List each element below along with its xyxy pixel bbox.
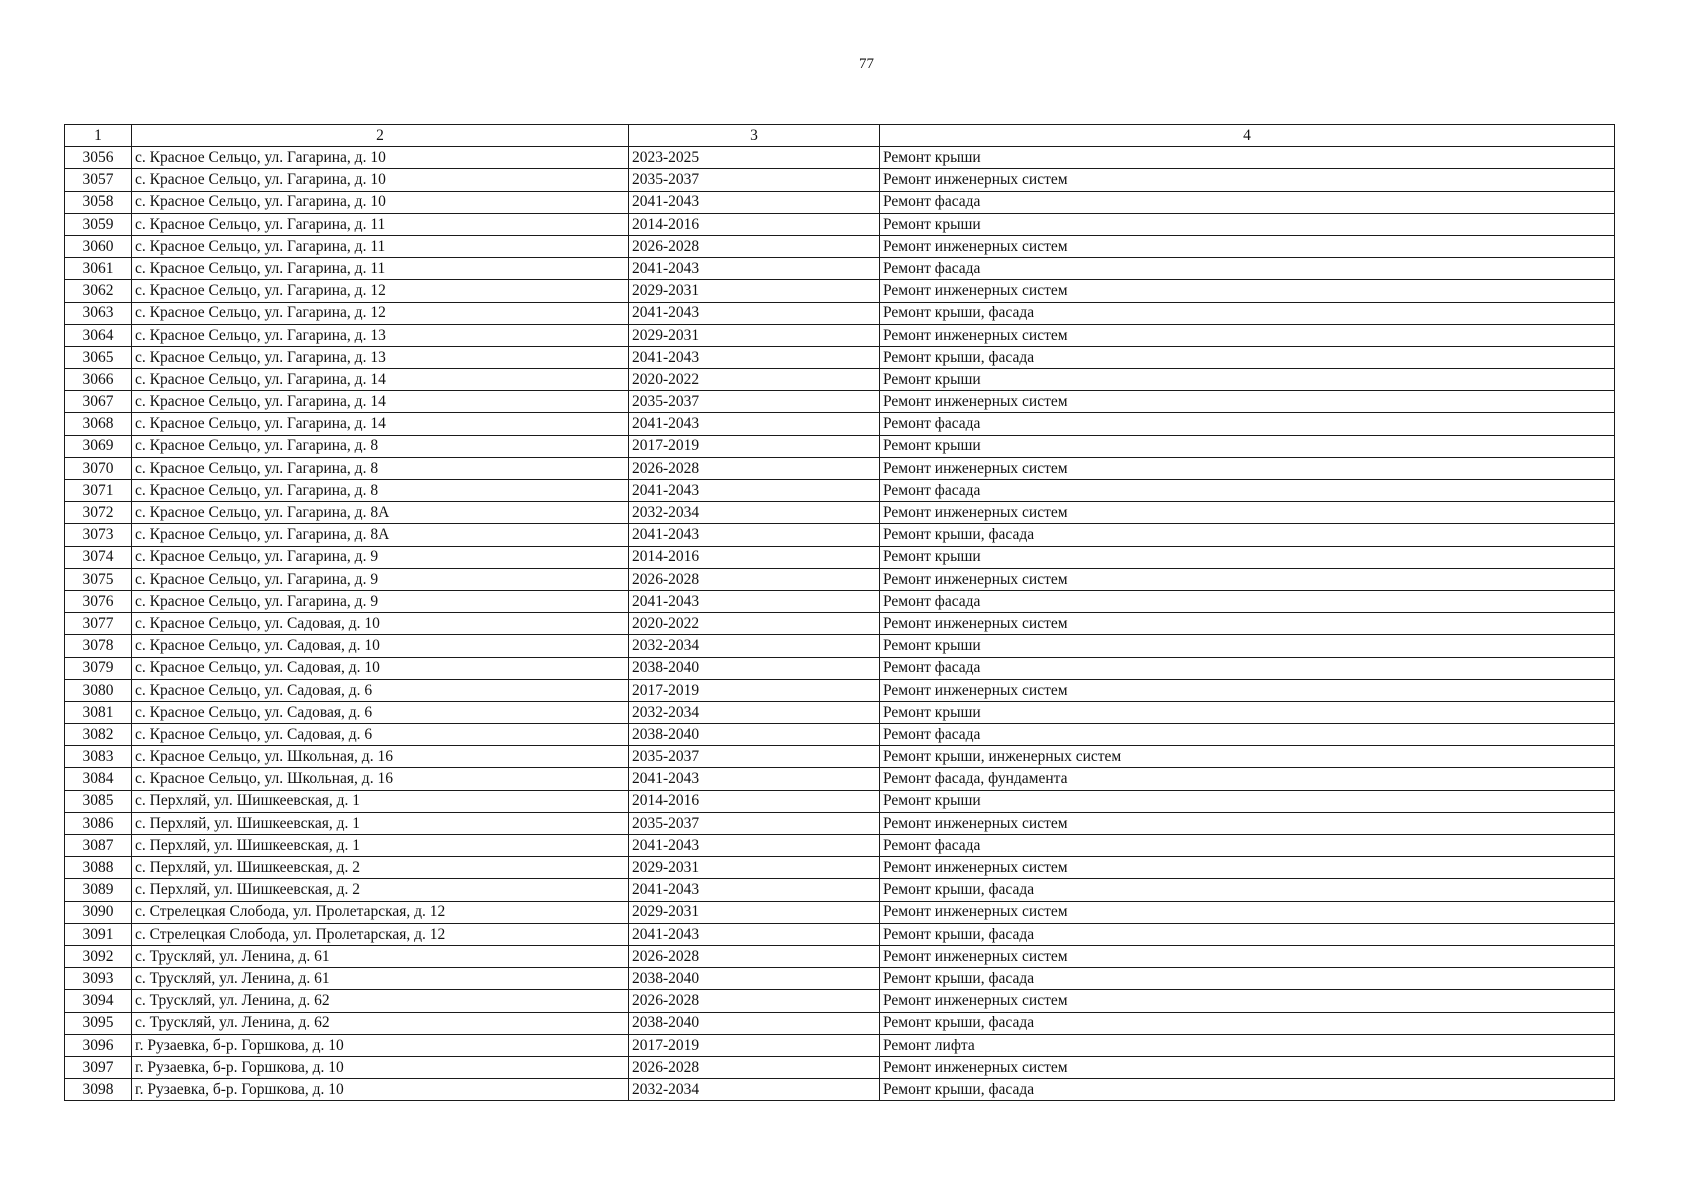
period-cell: 2017-2019 [629, 1034, 880, 1056]
address-cell: с. Красное Сельцо, ул. Школьная, д. 16 [132, 768, 629, 790]
address-cell: с. Красное Сельцо, ул. Гагарина, д. 14 [132, 413, 629, 435]
work-type-cell: Ремонт крыши, фасада [880, 524, 1615, 546]
period-cell: 2023-2025 [629, 147, 880, 169]
address-cell: с. Красное Сельцо, ул. Садовая, д. 6 [132, 724, 629, 746]
table-row [65, 546, 1615, 568]
period-cell: 2026-2028 [629, 235, 880, 257]
table-row [65, 968, 1615, 990]
row-number-cell: 3086 [65, 812, 132, 834]
period-cell: 2026-2028 [629, 1056, 880, 1078]
address-cell: с. Красное Сельцо, ул. Гагарина, д. 8 [132, 435, 629, 457]
address-cell: с. Красное Сельцо, ул. Садовая, д. 10 [132, 657, 629, 679]
period-cell: 2041-2043 [629, 879, 880, 901]
period-cell: 2041-2043 [629, 346, 880, 368]
address-cell: с. Красное Сельцо, ул. Гагарина, д. 9 [132, 590, 629, 612]
row-number-cell: 3087 [65, 835, 132, 857]
period-cell: 2026-2028 [629, 568, 880, 590]
period-cell: 2032-2034 [629, 635, 880, 657]
period-cell: 2038-2040 [629, 724, 880, 746]
table-row [65, 1079, 1615, 1101]
column-header-4: 4 [880, 125, 1615, 147]
address-cell: с. Трускляй, ул. Ленина, д. 62 [132, 990, 629, 1012]
row-number-cell: 3079 [65, 657, 132, 679]
table-row [65, 679, 1615, 701]
period-cell: 2029-2031 [629, 324, 880, 346]
column-header-3: 3 [629, 125, 880, 147]
work-type-cell: Ремонт инженерных систем [880, 235, 1615, 257]
work-type-cell: Ремонт инженерных систем [880, 901, 1615, 923]
table-row [65, 413, 1615, 435]
row-number-cell: 3061 [65, 258, 132, 280]
work-type-cell: Ремонт инженерных систем [880, 391, 1615, 413]
table-row [65, 568, 1615, 590]
address-cell: с. Красное Сельцо, ул. Садовая, д. 6 [132, 679, 629, 701]
row-number-cell: 3059 [65, 213, 132, 235]
table-row [65, 746, 1615, 768]
address-cell: с. Стрелецкая Слобода, ул. Пролетарская, д. 12 [132, 923, 629, 945]
work-type-cell: Ремонт крыши [880, 435, 1615, 457]
period-cell: 2041-2043 [629, 480, 880, 502]
table-row [65, 879, 1615, 901]
period-cell: 2038-2040 [629, 968, 880, 990]
row-number-cell: 3094 [65, 990, 132, 1012]
row-number-cell: 3064 [65, 324, 132, 346]
work-type-cell: Ремонт инженерных систем [880, 945, 1615, 967]
work-type-cell: Ремонт инженерных систем [880, 169, 1615, 191]
table-row [65, 945, 1615, 967]
repair-schedule-table [64, 124, 1615, 1101]
table-row [65, 191, 1615, 213]
row-number-cell: 3081 [65, 701, 132, 723]
address-cell: с. Красное Сельцо, ул. Гагарина, д. 9 [132, 568, 629, 590]
row-number-cell: 3076 [65, 590, 132, 612]
table-row [65, 990, 1615, 1012]
work-type-cell: Ремонт крыши [880, 635, 1615, 657]
work-type-cell: Ремонт крыши, фасада [880, 879, 1615, 901]
address-cell: с. Перхляй, ул. Шишкеевская, д. 2 [132, 857, 629, 879]
table-row [65, 857, 1615, 879]
table-row [65, 1034, 1615, 1056]
table-row [65, 302, 1615, 324]
row-number-cell: 3068 [65, 413, 132, 435]
work-type-cell: Ремонт крыши [880, 369, 1615, 391]
row-number-cell: 3071 [65, 480, 132, 502]
address-cell: с. Красное Сельцо, ул. Гагарина, д. 10 [132, 169, 629, 191]
table-row [65, 235, 1615, 257]
period-cell: 2029-2031 [629, 857, 880, 879]
work-type-cell: Ремонт инженерных систем [880, 613, 1615, 635]
address-cell: с. Красное Сельцо, ул. Гагарина, д. 9 [132, 546, 629, 568]
table-row [65, 724, 1615, 746]
row-number-cell: 3067 [65, 391, 132, 413]
work-type-cell: Ремонт фасада [880, 413, 1615, 435]
work-type-cell: Ремонт фасада, фундамента [880, 768, 1615, 790]
work-type-cell: Ремонт фасада [880, 835, 1615, 857]
period-cell: 2041-2043 [629, 590, 880, 612]
period-cell: 2014-2016 [629, 213, 880, 235]
address-cell: г. Рузаевка, б-р. Горшкова, д. 10 [132, 1034, 629, 1056]
table-body [65, 147, 1615, 1101]
row-number-cell: 3083 [65, 746, 132, 768]
work-type-cell: Ремонт крыши, фасада [880, 1079, 1615, 1101]
period-cell: 2041-2043 [629, 923, 880, 945]
period-cell: 2035-2037 [629, 746, 880, 768]
row-number-cell: 3058 [65, 191, 132, 213]
address-cell: с. Красное Сельцо, ул. Гагарина, д. 8 [132, 480, 629, 502]
address-cell: с. Красное Сельцо, ул. Гагарина, д. 14 [132, 391, 629, 413]
address-cell: с. Трускляй, ул. Ленина, д. 61 [132, 945, 629, 967]
row-number-cell: 3065 [65, 346, 132, 368]
address-cell: с. Красное Сельцо, ул. Гагарина, д. 10 [132, 191, 629, 213]
address-cell: с. Красное Сельцо, ул. Гагарина, д. 8 [132, 457, 629, 479]
table-row [65, 901, 1615, 923]
address-cell: с. Красное Сельцо, ул. Школьная, д. 16 [132, 746, 629, 768]
period-cell: 2026-2028 [629, 945, 880, 967]
period-cell: 2038-2040 [629, 1012, 880, 1034]
work-type-cell: Ремонт инженерных систем [880, 857, 1615, 879]
period-cell: 2032-2034 [629, 1079, 880, 1101]
row-number-cell: 3063 [65, 302, 132, 324]
address-cell: г. Рузаевка, б-р. Горшкова, д. 10 [132, 1079, 629, 1101]
table-row [65, 169, 1615, 191]
work-type-cell: Ремонт крыши [880, 546, 1615, 568]
table-row [65, 457, 1615, 479]
table-row [65, 923, 1615, 945]
work-type-cell: Ремонт крыши, фасада [880, 968, 1615, 990]
row-number-cell: 3090 [65, 901, 132, 923]
work-type-cell: Ремонт инженерных систем [880, 280, 1615, 302]
period-cell: 2032-2034 [629, 502, 880, 524]
row-number-cell: 3095 [65, 1012, 132, 1034]
table-row [65, 524, 1615, 546]
row-number-cell: 3084 [65, 768, 132, 790]
period-cell: 2017-2019 [629, 435, 880, 457]
work-type-cell: Ремонт крыши, фасада [880, 346, 1615, 368]
row-number-cell: 3072 [65, 502, 132, 524]
address-cell: с. Красное Сельцо, ул. Гагарина, д. 14 [132, 369, 629, 391]
address-cell: с. Красное Сельцо, ул. Садовая, д. 10 [132, 613, 629, 635]
period-cell: 2032-2034 [629, 701, 880, 723]
work-type-cell: Ремонт инженерных систем [880, 568, 1615, 590]
address-cell: с. Красное Сельцо, ул. Гагарина, д. 13 [132, 324, 629, 346]
row-number-cell: 3093 [65, 968, 132, 990]
period-cell: 2017-2019 [629, 679, 880, 701]
work-type-cell: Ремонт инженерных систем [880, 324, 1615, 346]
period-cell: 2035-2037 [629, 391, 880, 413]
period-cell: 2035-2037 [629, 169, 880, 191]
row-number-cell: 3057 [65, 169, 132, 191]
address-cell: с. Трускляй, ул. Ленина, д. 61 [132, 968, 629, 990]
work-type-cell: Ремонт фасада [880, 657, 1615, 679]
row-number-cell: 3091 [65, 923, 132, 945]
table-row [65, 369, 1615, 391]
row-number-cell: 3077 [65, 613, 132, 635]
row-number-cell: 3070 [65, 457, 132, 479]
work-type-cell: Ремонт инженерных систем [880, 812, 1615, 834]
work-type-cell: Ремонт крыши, инженерных систем [880, 746, 1615, 768]
table-row [65, 391, 1615, 413]
row-number-cell: 3075 [65, 568, 132, 590]
table-row [65, 435, 1615, 457]
address-cell: с. Красное Сельцо, ул. Гагарина, д. 12 [132, 302, 629, 324]
address-cell: с. Красное Сельцо, ул. Гагарина, д. 8А [132, 502, 629, 524]
period-cell: 2041-2043 [629, 191, 880, 213]
work-type-cell: Ремонт крыши [880, 790, 1615, 812]
row-number-cell: 3073 [65, 524, 132, 546]
period-cell: 2041-2043 [629, 768, 880, 790]
table-row [65, 701, 1615, 723]
row-number-cell: 3092 [65, 945, 132, 967]
table-row [65, 324, 1615, 346]
address-cell: с. Трускляй, ул. Ленина, д. 62 [132, 1012, 629, 1034]
work-type-cell: Ремонт инженерных систем [880, 990, 1615, 1012]
row-number-cell: 3066 [65, 369, 132, 391]
address-cell: с. Перхляй, ул. Шишкеевская, д. 1 [132, 835, 629, 857]
period-cell: 2014-2016 [629, 546, 880, 568]
period-cell: 2029-2031 [629, 280, 880, 302]
header-row [65, 125, 1615, 147]
address-cell: с. Красное Сельцо, ул. Гагарина, д. 11 [132, 258, 629, 280]
period-cell: 2041-2043 [629, 835, 880, 857]
work-type-cell: Ремонт инженерных систем [880, 679, 1615, 701]
page-number: 77 [859, 56, 874, 72]
address-cell: с. Перхляй, ул. Шишкеевская, д. 1 [132, 790, 629, 812]
period-cell: 2041-2043 [629, 524, 880, 546]
work-type-cell: Ремонт фасада [880, 191, 1615, 213]
table-row [65, 835, 1615, 857]
period-cell: 2038-2040 [629, 657, 880, 679]
row-number-cell: 3089 [65, 879, 132, 901]
period-cell: 2041-2043 [629, 302, 880, 324]
period-cell: 2014-2016 [629, 790, 880, 812]
work-type-cell: Ремонт лифта [880, 1034, 1615, 1056]
table-row [65, 147, 1615, 169]
table-row [65, 480, 1615, 502]
column-header-1: 1 [65, 125, 132, 147]
table-row [65, 502, 1615, 524]
table-row [65, 590, 1615, 612]
row-number-cell: 3080 [65, 679, 132, 701]
work-type-cell: Ремонт фасада [880, 590, 1615, 612]
row-number-cell: 3097 [65, 1056, 132, 1078]
row-number-cell: 3056 [65, 147, 132, 169]
period-cell: 2020-2022 [629, 613, 880, 635]
table-row [65, 1012, 1615, 1034]
row-number-cell: 3060 [65, 235, 132, 257]
address-cell: г. Рузаевка, б-р. Горшкова, д. 10 [132, 1056, 629, 1078]
row-number-cell: 3062 [65, 280, 132, 302]
row-number-cell: 3074 [65, 546, 132, 568]
row-number-cell: 3098 [65, 1079, 132, 1101]
work-type-cell: Ремонт крыши, фасада [880, 923, 1615, 945]
address-cell: с. Красное Сельцо, ул. Гагарина, д. 12 [132, 280, 629, 302]
table-row [65, 635, 1615, 657]
period-cell: 2026-2028 [629, 990, 880, 1012]
work-type-cell: Ремонт крыши [880, 701, 1615, 723]
address-cell: с. Красное Сельцо, ул. Садовая, д. 6 [132, 701, 629, 723]
period-cell: 2026-2028 [629, 457, 880, 479]
work-type-cell: Ремонт крыши, фасада [880, 1012, 1615, 1034]
row-number-cell: 3096 [65, 1034, 132, 1056]
period-cell: 2020-2022 [629, 369, 880, 391]
address-cell: с. Перхляй, ул. Шишкеевская, д. 1 [132, 812, 629, 834]
table-header [65, 125, 1615, 147]
work-type-cell: Ремонт фасада [880, 480, 1615, 502]
address-cell: с. Красное Сельцо, ул. Гагарина, д. 10 [132, 147, 629, 169]
row-number-cell: 3078 [65, 635, 132, 657]
work-type-cell: Ремонт крыши [880, 213, 1615, 235]
work-type-cell: Ремонт инженерных систем [880, 502, 1615, 524]
table-row [65, 280, 1615, 302]
work-type-cell: Ремонт фасада [880, 724, 1615, 746]
address-cell: с. Красное Сельцо, ул. Гагарина, д. 8А [132, 524, 629, 546]
table-row [65, 812, 1615, 834]
table-row [65, 613, 1615, 635]
row-number-cell: 3085 [65, 790, 132, 812]
table-row [65, 1056, 1615, 1078]
row-number-cell: 3088 [65, 857, 132, 879]
table-row [65, 213, 1615, 235]
table-row [65, 258, 1615, 280]
work-type-cell: Ремонт фасада [880, 258, 1615, 280]
period-cell: 2041-2043 [629, 413, 880, 435]
address-cell: с. Красное Сельцо, ул. Садовая, д. 10 [132, 635, 629, 657]
table-row [65, 768, 1615, 790]
table-row [65, 657, 1615, 679]
period-cell: 2035-2037 [629, 812, 880, 834]
address-cell: с. Красное Сельцо, ул. Гагарина, д. 11 [132, 235, 629, 257]
table-row [65, 346, 1615, 368]
work-type-cell: Ремонт крыши [880, 147, 1615, 169]
row-number-cell: 3082 [65, 724, 132, 746]
address-cell: с. Перхляй, ул. Шишкеевская, д. 2 [132, 879, 629, 901]
work-type-cell: Ремонт инженерных систем [880, 1056, 1615, 1078]
address-cell: с. Красное Сельцо, ул. Гагарина, д. 13 [132, 346, 629, 368]
table-row [65, 790, 1615, 812]
period-cell: 2029-2031 [629, 901, 880, 923]
column-header-2: 2 [132, 125, 629, 147]
address-cell: с. Стрелецкая Слобода, ул. Пролетарская, д. 12 [132, 901, 629, 923]
row-number-cell: 3069 [65, 435, 132, 457]
address-cell: с. Красное Сельцо, ул. Гагарина, д. 11 [132, 213, 629, 235]
work-type-cell: Ремонт инженерных систем [880, 457, 1615, 479]
period-cell: 2041-2043 [629, 258, 880, 280]
work-type-cell: Ремонт крыши, фасада [880, 302, 1615, 324]
